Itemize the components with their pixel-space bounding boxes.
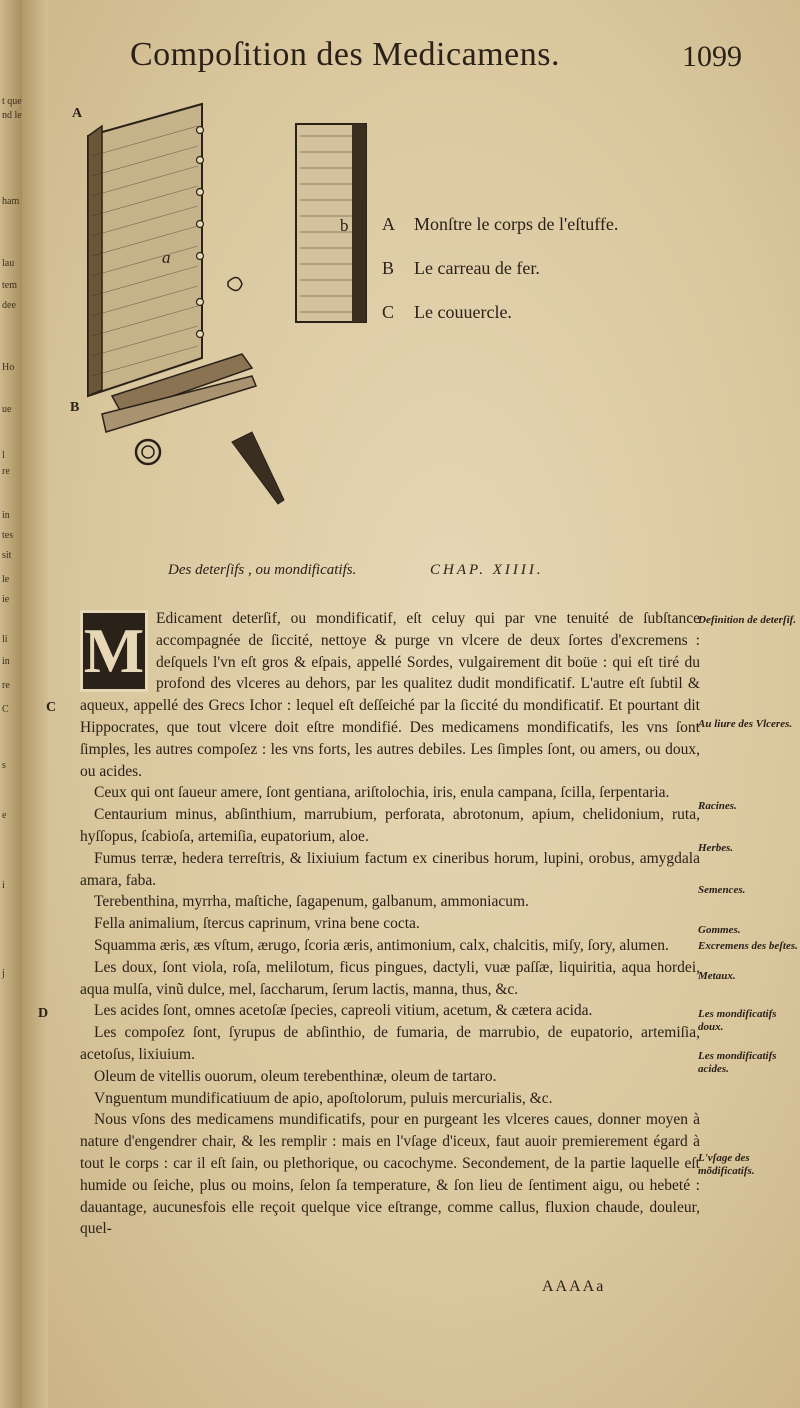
figure-label-a: a <box>162 248 171 267</box>
paragraph: Squamma æris, æs vſtum, ærugo, ſcoria æris, antimonium, calx, chalcitis, miſy, ſory, alumen. <box>94 936 669 954</box>
prev-page-fragment: ham <box>2 196 20 207</box>
paragraph: Les compoſez ſont, ſyrupus de abſinthio, de fumaria, de marrubio, de eupatorio, artemiſia, acetoſus, lixiuium. <box>80 1024 700 1063</box>
dropcap-initial: M <box>80 610 148 692</box>
previous-page-edge <box>0 0 22 1408</box>
figure-legend <box>382 214 742 346</box>
paragraph: Terebenthina, myrrha, maſtiche, ſagapenum, galbanum, ammoniacum. <box>94 893 529 911</box>
paragraph: Les doux, ſont viola, roſa, melilotum, ficus pingues, dactyli, vuæ paſſæ, liquiritia, aqua hordei, aqua mulſa, vinũ dulce, mel, ſaccharum, ſerum lactis, manna, thus, &c. <box>80 958 700 998</box>
page-number: 1099 <box>682 40 742 73</box>
page-gutter <box>22 0 48 1408</box>
paragraph-definition <box>80 608 700 782</box>
prev-page-fragment: in <box>2 656 10 667</box>
stove-illustration <box>52 96 372 516</box>
legend-row <box>382 302 742 346</box>
prev-page-fragment: nd le <box>2 110 22 121</box>
marginal-note: L'vſage des mõdificatifs. <box>698 1152 755 1177</box>
legend-row <box>382 258 742 302</box>
legend-text: Le couuercle. <box>414 302 512 322</box>
prev-page-fragment: lau <box>2 258 15 269</box>
prev-page-fragment: tem <box>2 280 17 291</box>
paragraph: Fella animalium, ſtercus caprinum, vrina bene cocta. <box>94 915 420 933</box>
book-page <box>22 0 800 1408</box>
prev-page-fragment: i <box>2 880 5 891</box>
chapter-title: Des deterſifs , ou mondificatifs. <box>168 562 357 578</box>
chapter-number: CHAP. XIIII. <box>430 562 544 578</box>
paragraph: Vnguentum mundificatiuum de apio, apoſtolorum, puluis mercurialis, &c. <box>94 1089 553 1107</box>
signature-mark: AAAAa <box>542 1278 606 1295</box>
paragraph-text: Edicament deterſif, ou mondificatif, eſt celuy qui par vne tenuité de ſubſtance accompagnée de ſiccité, nettoye & purge vn vlcere de deux ſortes d'excremens : deſquels l'vn eſt gros & eſpais, appellé Sordes, vulgairement dit boüe : qui eſt tiré du profond des vlceres au dehors, par les qualitez dudit mondificatif. L'autre eſt ſubtil & aqueux, appellé des Grecs Ichor : lequel eſt deſſeiché par la ſiccité du mondificatif. Et pourtant dit Hippocrates, que tout vlcere doit eſtre mondifié. Des medicamens mondificatifs, les vns ſont ſimples, les autres compoſez : les vns forts, les autres debiles. Les ſimples ſont, ou amers, ou doux, ou acides. <box>80 610 700 780</box>
paragraph: Oleum de vitellis ouorum, oleum terebenthinæ, oleum de tartaro. <box>94 1067 497 1085</box>
paragraph: Les acides ſont, omnes acetoſæ ſpecies, capreoli vitium, acetum, & cætera acida. <box>94 1002 593 1020</box>
prev-page-fragment: le <box>2 574 10 585</box>
prev-page-fragment: e <box>2 810 7 821</box>
marginal-note: Au liure des Vlceres. <box>698 718 793 730</box>
running-title: Compoſition des Medicamens. <box>130 36 560 73</box>
legend-key: B <box>382 258 395 278</box>
legend-key: C <box>382 302 395 322</box>
chapter-heading <box>162 562 682 586</box>
prev-page-fragment: dee <box>2 300 16 311</box>
legend-text: Le carreau de fer. <box>414 258 540 278</box>
marginal-note: Les mondificatifs doux. <box>698 1008 777 1033</box>
prev-page-fragment: l <box>2 450 5 461</box>
paragraph: Nous vſons des medicamens mundificatifs, pour en purgeant les vlceres caues, donner moyen à nature d'engendrer chair, & les remplir : mais en l'vſage d'iceux, faut auoir premierement égard à tout le corps : car il eſt ſain, ou plethorique, ou cacochyme. Secondement, de la partie laquelle eſt humide ou ſeiche, plus ou moins, ſelon ſa temperature, & ſon lieu de ſentiment aigu, ou hebeté : dauantage, aucunesfois elle reçoit quelque vice eſtrange, comme callus, fluxion chaude, douleur, quel- <box>80 1111 700 1238</box>
marginal-note: Herbes. <box>698 842 734 854</box>
running-header <box>122 36 742 80</box>
prev-page-fragment: ie <box>2 594 10 605</box>
prev-page-fragment: t que <box>2 96 22 107</box>
paragraph: Fumus terræ, hedera terreſtris, & lixiuium factum ex cineribus horum, lupini, orobus, amygdala amara, faba. <box>80 849 700 889</box>
legend-key: A <box>382 214 395 234</box>
marginal-note: Metaux. <box>698 970 736 982</box>
stove-engraving <box>52 96 372 516</box>
prev-page-fragment: Ho <box>2 362 15 373</box>
legend-row <box>382 214 742 258</box>
marginal-note: Racines. <box>698 800 737 812</box>
figure-label-A: A <box>72 106 83 121</box>
prev-page-fragment: re <box>2 680 10 691</box>
prev-page-fragment: in <box>2 510 10 521</box>
prev-page-fragment: s <box>2 760 6 771</box>
legend-text: Monſtre le corps de l'eſtuffe. <box>414 214 619 234</box>
prev-page-fragment: sit <box>2 550 12 561</box>
marginal-note: Semences. <box>698 884 746 896</box>
marginal-note: Definition de deterſif. <box>698 614 797 626</box>
prev-page-fragment: C <box>2 704 9 715</box>
prev-page-fragment: li <box>2 634 8 645</box>
prev-page-fragment: re <box>2 466 10 477</box>
prev-page-fragment: ue <box>2 404 12 415</box>
section-letter-C: C <box>46 700 57 715</box>
figure-label-b: b <box>340 216 349 235</box>
paragraph: Centaurium minus, abſinthium, marrubium, perforata, abrotonum, apium, chelidonium, ruta, hyſſopus, ſcabioſa, artemiſia, eupatorium, aloe. <box>80 806 700 845</box>
paragraph: Ceux qui ont ſaueur amere, ſont gentiana, ariſtolochia, iris, enula campana, ſcilla, ſerpentaria. <box>94 784 670 802</box>
section-letter-D: D <box>38 1006 49 1021</box>
body-text <box>80 608 700 1240</box>
figure-label-B: B <box>70 400 80 415</box>
prev-page-fragment: tes <box>2 530 14 541</box>
marginal-note: Excremens des beſtes. <box>698 940 798 952</box>
marginal-note: Les mondificatifs acides. <box>698 1050 777 1075</box>
prev-page-fragment: j <box>2 968 5 979</box>
marginal-note: Gommes. <box>698 924 741 936</box>
